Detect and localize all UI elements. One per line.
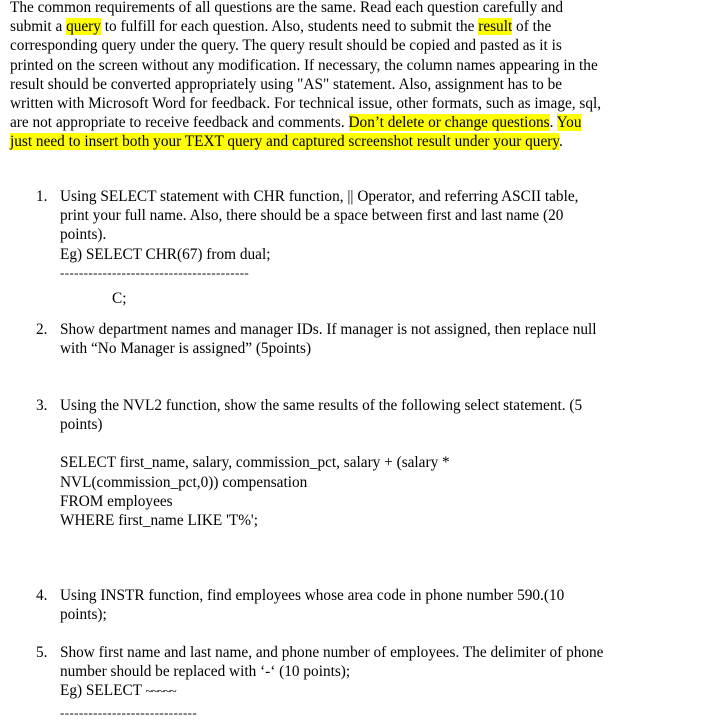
sql-statement-line: NVL(commission_pct,0)) compensation [60,473,308,491]
question-text: points) [60,416,103,434]
question-text: Using the NVL2 function, show the same results of the following select statement. (5 [60,397,583,414]
dashed-separator: ---------------------------------------- [60,265,250,280]
question-body [60,643,700,720]
intro-line-4: printed on the screen without any modification. If necessary, the column names appearing in the [10,56,598,74]
sql-statement-line: FROM employees [60,492,173,510]
dashed-separator: ----------------------------- [60,705,198,720]
intro-line-1: The common requirements of all questions are the same. Read each question carefully and [10,0,564,16]
intro-text: . [559,133,563,151]
placeholder-tildes: ~~~~~ [145,683,176,699]
question-text: points); [60,606,107,624]
intro-line-8 [10,132,710,151]
highlight-result: result [478,18,513,36]
sql-statement-line: SELECT first_name, salary, commission_pct, salary + (salary * [60,454,450,472]
intro-text: submit a [10,18,67,36]
question-text: points). [60,226,107,244]
highlight-query: query [66,18,101,36]
question-text: Using INSTR function, find employees whose area code in phone number 590.(10 [60,587,565,604]
intro-text: to fulfill for each question. Also, students need to submit the [100,18,479,36]
question-number: 4. [36,587,48,604]
question-text: Show department names and manager IDs. If manager is not assigned, then replace null [60,321,597,338]
sql-statement-line: WHERE first_name LIKE 'T%'; [60,512,258,530]
intro-text: are not appropriate to receive feedback and comments. [10,114,349,132]
example-prefix: Eg) SELECT [60,682,146,700]
intro-text: . [549,114,557,132]
intro-line-2 [10,17,710,36]
question-number: 1. [36,188,48,205]
question-body [60,396,700,530]
intro-line-3: corresponding query under the query. The query result should be copied and pasted as it is [10,37,562,55]
question-number: 2. [36,321,48,338]
intro-line-5: result should be converted appropriately using "AS" statement. Also, assignment has to be [10,75,563,93]
instructions-paragraph [10,0,710,152]
intro-text: of the [512,18,552,36]
example-query: Eg) SELECT CHR(67) from dual; [60,245,271,263]
highlight-insert-query: just need to insert both your TEXT query and captured screenshot result under your query [10,133,559,151]
example-result: C; [112,289,127,307]
question-body [60,187,700,308]
question-text: with “No Manager is assigned” (5points) [60,340,312,358]
highlight-you: You [556,114,582,132]
question-number: 3. [36,397,48,414]
question-number: 5. [36,644,48,661]
intro-line-6: written with Microsoft Word for feedback. For technical issue, other formats, such as image, sql, [10,95,602,113]
question-body [60,320,700,358]
highlight-dont-delete: Don’t delete or change questions [348,114,550,132]
question-body [60,586,700,624]
question-text: Show first name and last name, and phone number of employees. The delimiter of phone [60,644,604,661]
question-text: Using SELECT statement with CHR function, || Operator, and referring ASCII table, [60,188,579,205]
question-text: print your full name. Also, there should be a space between first and last name (20 [60,207,564,225]
question-text: number should be replaced with ‘-‘ (10 points); [60,663,351,681]
intro-line-7 [10,113,710,132]
example-query [60,681,700,700]
